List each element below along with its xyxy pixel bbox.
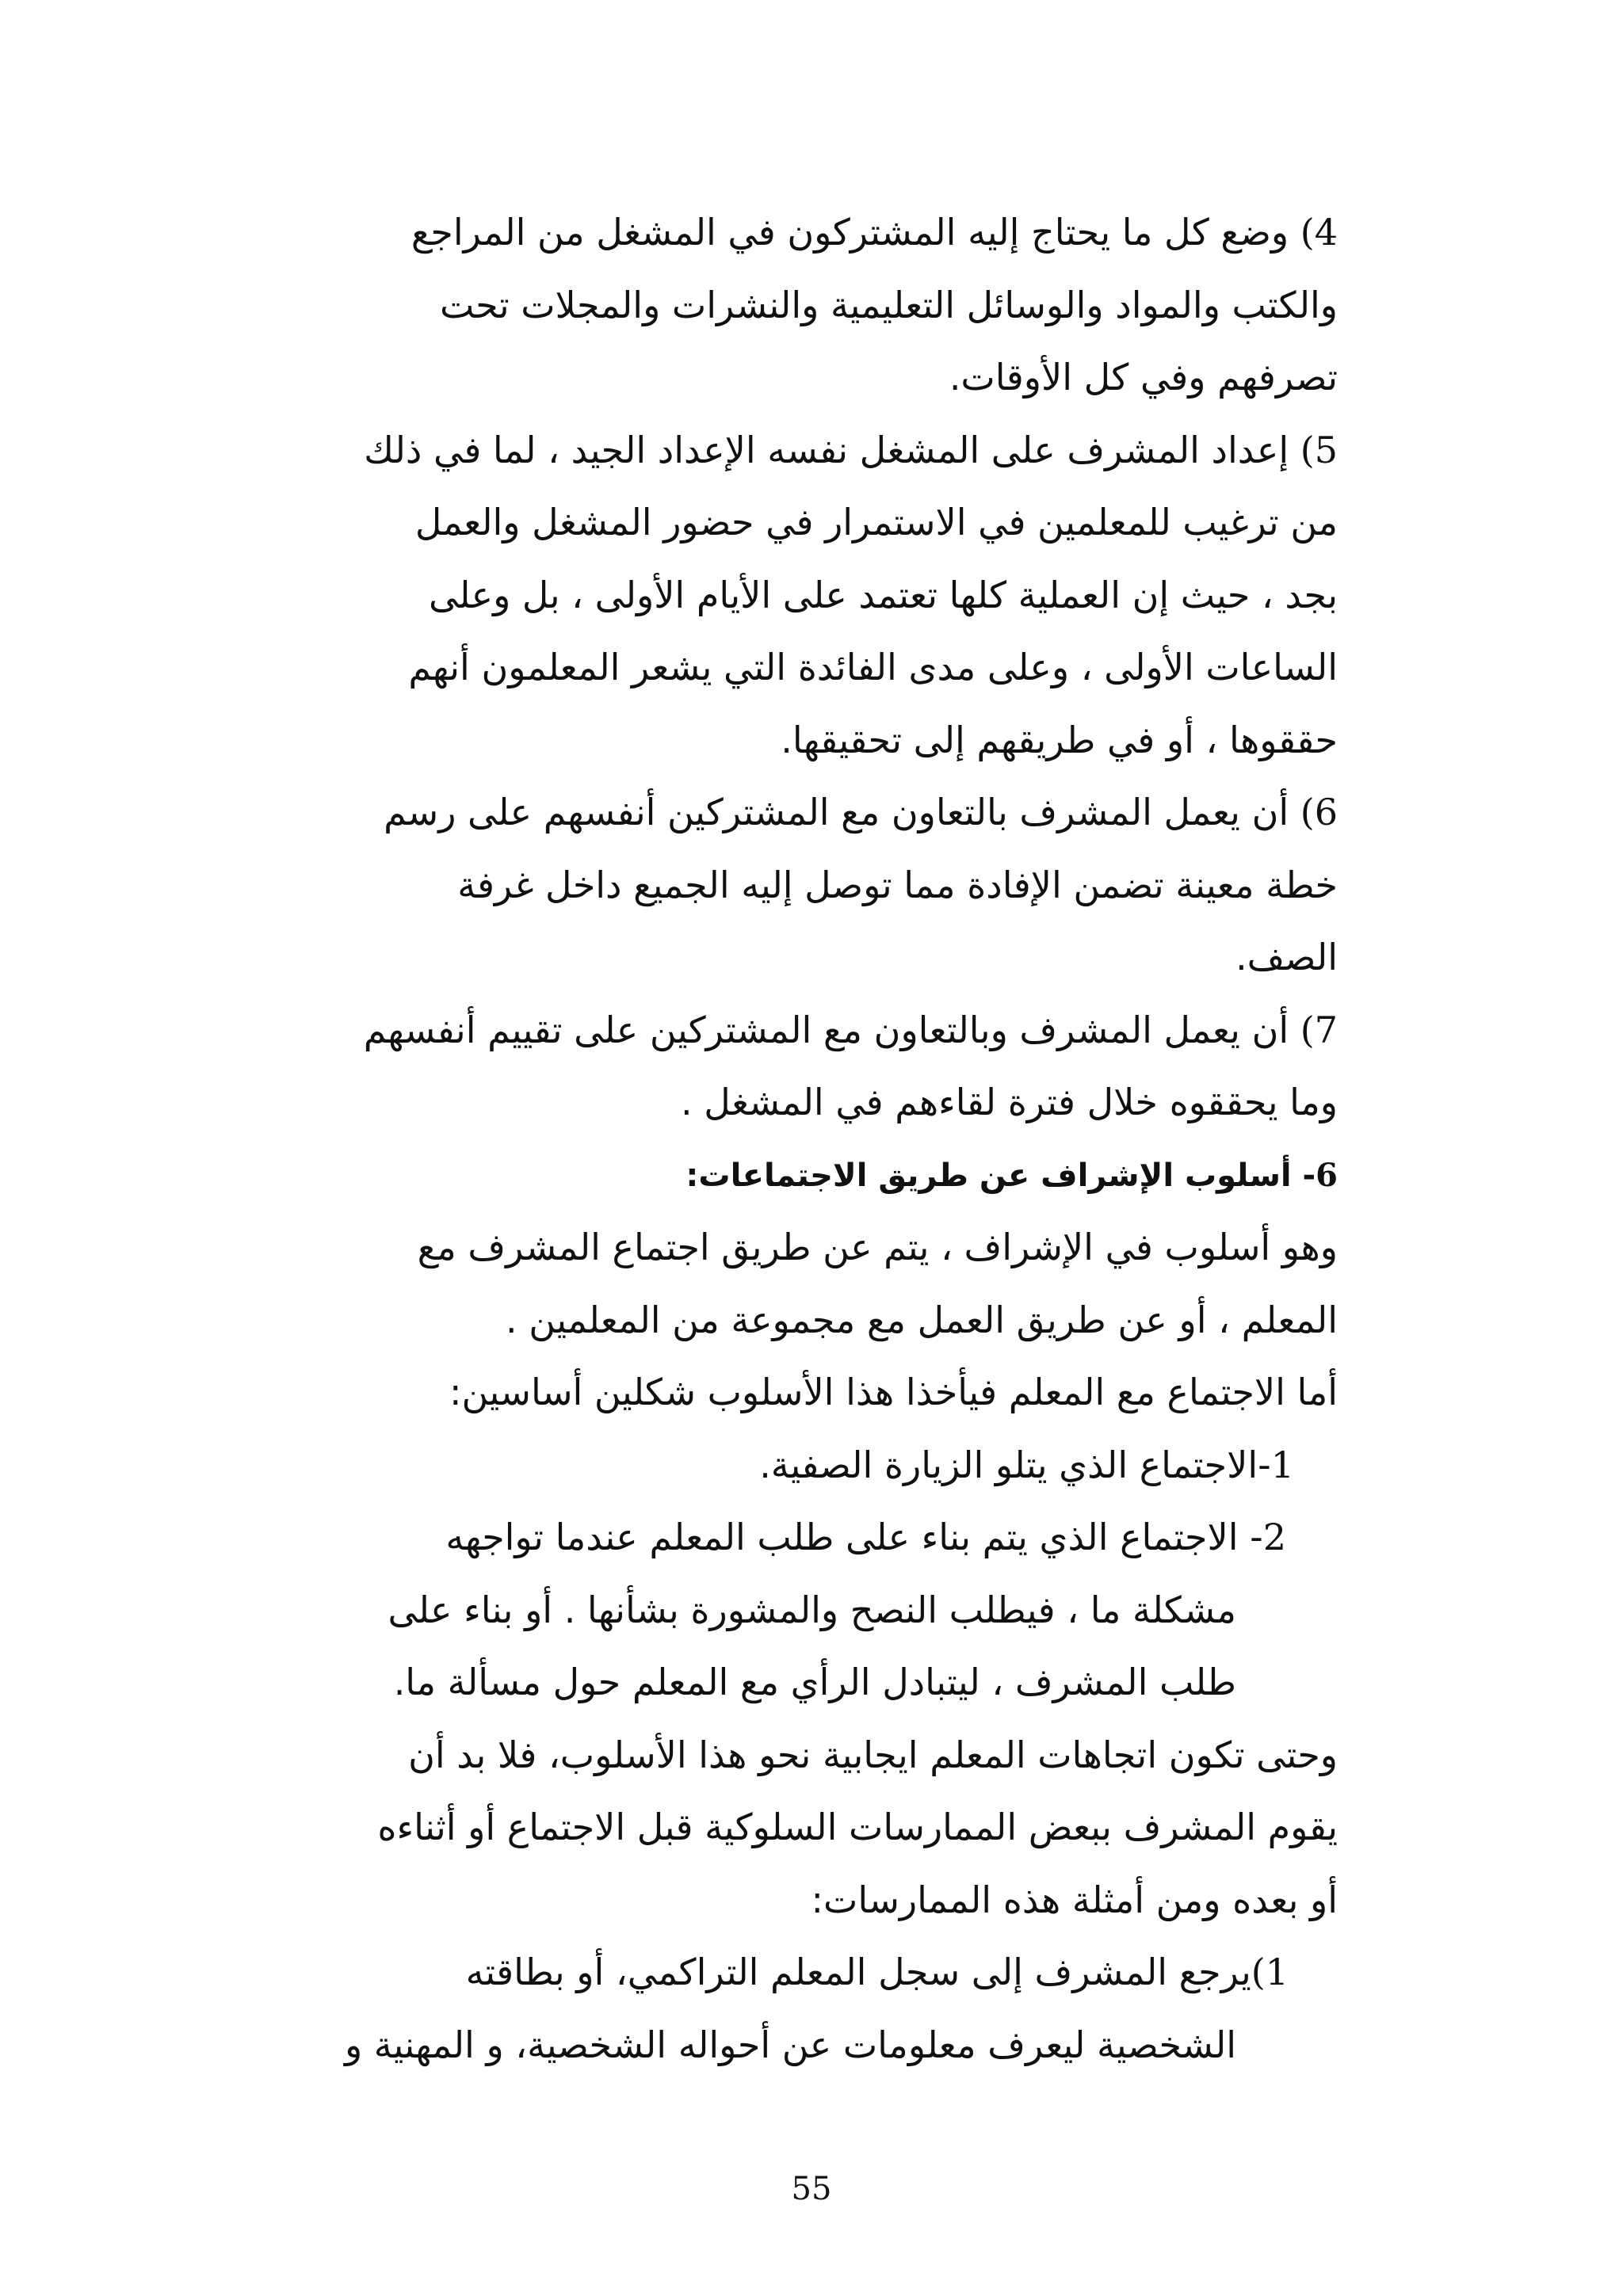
item-number: 5) bbox=[1300, 428, 1338, 471]
line-text: وحتى تكون اتجاهات المعلم ايجابية نحو هذا الأسلوب، فلا بد أن bbox=[408, 1733, 1338, 1776]
text-line bbox=[252, 414, 1338, 487]
line-text: مشكلة ما ، فيطلب النصح والمشورة بشأنها . أو بناء على bbox=[388, 1588, 1236, 1631]
line-text: -الاجتماع الذي يتلو الزيارة الصفية. bbox=[759, 1443, 1271, 1486]
line-text: والكتب والمواد والوسائل التعليمية والنشرات والمجلات تحت bbox=[439, 283, 1338, 326]
line-text: الساعات الأولى ، وعلى مدى الفائدة التي يشعر المعلمون أنهم bbox=[408, 646, 1338, 688]
text-line bbox=[252, 994, 1338, 1067]
line-text: وضع كل ما يحتاج إليه المشتركون في المشغل من المراجع bbox=[411, 211, 1300, 254]
line-text: الصف. bbox=[1235, 936, 1338, 978]
section-number: 6 bbox=[1316, 1156, 1338, 1194]
item-number: 7) bbox=[1300, 1008, 1338, 1051]
item-number: 1 bbox=[1270, 1443, 1294, 1486]
line-text: بجد ، حيث إن العملية كلها تعتمد على الأيام الأولى ، بل وعلى bbox=[429, 573, 1338, 616]
line-text: يقوم المشرف ببعض الممارسات السلوكية قبل الاجتماع أو أثناءه bbox=[377, 1806, 1338, 1848]
text-line bbox=[252, 269, 1338, 342]
line-text: خطة معينة تضمن الإفادة مما توصل إليه الجميع داخل غرفة bbox=[457, 863, 1338, 906]
text-line bbox=[252, 1356, 1338, 1429]
text-line bbox=[252, 1284, 1338, 1357]
text-line bbox=[252, 2009, 1338, 2082]
item-number: 4) bbox=[1300, 211, 1338, 254]
line-text: حققوها ، أو في طريقهم إلى تحقيقها. bbox=[781, 718, 1338, 761]
line-text: أن يعمل المشرف وبالتعاون مع المشتركين على تقييم أنفسهم bbox=[363, 1008, 1300, 1051]
line-text: إعداد المشرف على المشغل نفسه الإعداد الجيد ، لما في ذلك bbox=[364, 428, 1300, 471]
line-text: وهو أسلوب في الإشراف ، يتم عن طريق اجتماع المشرف مع bbox=[417, 1226, 1338, 1268]
text-line bbox=[252, 1501, 1338, 1574]
text-line bbox=[252, 1936, 1338, 2009]
body-text bbox=[252, 196, 1338, 2081]
line-text: طلب المشرف ، ليتبادل الرأي مع المعلم حول مسألة ما. bbox=[393, 1661, 1236, 1703]
line-text: المعلم ، أو عن طريق العمل مع مجموعة من المعلمين . bbox=[505, 1298, 1338, 1341]
line-text: الشخصية ليعرف معلومات عن أحواله الشخصية، و المهنية و bbox=[344, 2023, 1236, 2066]
text-line bbox=[252, 1719, 1338, 1792]
text-line bbox=[252, 631, 1338, 704]
text-line bbox=[252, 1646, 1338, 1719]
line-text: تصرفهم وفي كل الأوقات. bbox=[949, 356, 1338, 399]
text-line bbox=[252, 1211, 1338, 1284]
text-line bbox=[252, 196, 1338, 269]
line-text: أن يعمل المشرف بالتعاون مع المشتركين أنفسهم على رسم bbox=[384, 791, 1300, 833]
heading-text: - أسلوب الإشراف عن طريق الاجتماعات: bbox=[685, 1157, 1316, 1194]
line-text: وما يحققوه خلال فترة لقاءهم في المشغل . bbox=[681, 1081, 1338, 1123]
line-text: من ترغيب للمعلمين في الاستمرار في حضور المشغل والعمل bbox=[414, 501, 1338, 543]
page-number: 55 bbox=[791, 2171, 832, 2207]
item-number: 6) bbox=[1300, 791, 1338, 833]
item-number: 1) bbox=[1251, 1951, 1289, 1993]
text-line bbox=[252, 704, 1338, 777]
text-line bbox=[252, 1066, 1338, 1139]
text-line bbox=[252, 341, 1338, 414]
text-line bbox=[252, 849, 1338, 922]
text-line bbox=[252, 486, 1338, 559]
item-number: 2 bbox=[1262, 1516, 1286, 1558]
line-text: أما الاجتماع مع المعلم فيأخذا هذا الأسلوب شكلين أساسين: bbox=[449, 1371, 1338, 1413]
line-text: أو بعده ومن أمثلة هذه الممارسات: bbox=[811, 1878, 1338, 1921]
section-heading bbox=[252, 1139, 1338, 1212]
text-line bbox=[252, 1791, 1338, 1864]
text-line bbox=[252, 559, 1338, 632]
line-text: يرجع المشرف إلى سجل المعلم التراكمي، أو بطاقته bbox=[465, 1951, 1251, 1993]
text-line bbox=[252, 1864, 1338, 1937]
line-text: - الاجتماع الذي يتم بناء على طلب المعلم عندما تواجهه bbox=[445, 1516, 1263, 1558]
text-line bbox=[252, 1574, 1338, 1647]
text-line bbox=[252, 776, 1338, 849]
text-line bbox=[252, 1429, 1338, 1502]
text-line bbox=[252, 921, 1338, 994]
